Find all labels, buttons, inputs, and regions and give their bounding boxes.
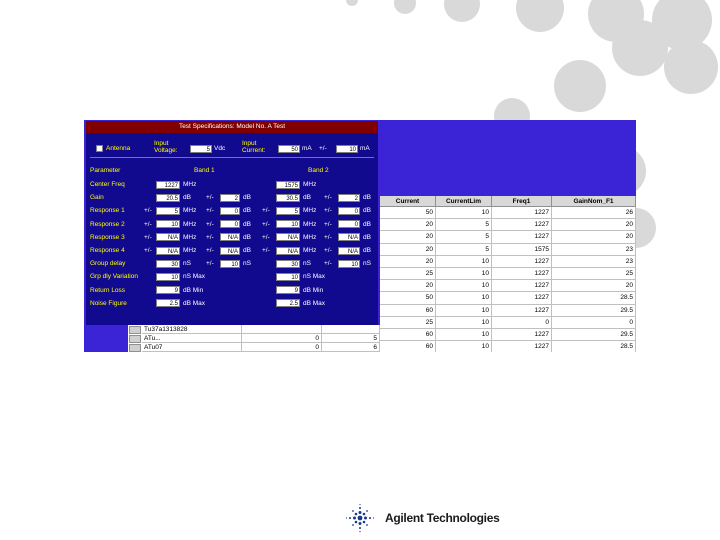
parameter-label: Response 1 [90, 207, 125, 215]
band1-tolerance-field[interactable]: 2 [220, 194, 240, 202]
plus-minus-label: +/- [324, 260, 332, 268]
decor-dot [346, 0, 358, 6]
band1-tolerance-field[interactable]: N/A [220, 247, 240, 255]
band1-column-header: Band 1 [194, 167, 215, 174]
band1-value-field[interactable]: N/A [156, 247, 180, 255]
plus-minus-label: +/- [324, 247, 332, 254]
band1-tolerance-field[interactable]: 0 [220, 220, 240, 228]
antenna-checkbox[interactable] [96, 145, 103, 152]
table-cell[interactable]: 28.5 [552, 341, 636, 352]
table-cell[interactable]: 10 [436, 341, 492, 352]
band1-tolerance-field[interactable]: 10 [220, 260, 240, 268]
plus-minus-label: +/- [324, 220, 332, 228]
band1-value-field[interactable]: 5 [156, 207, 180, 215]
band2-tolerance-unit: dB [363, 194, 371, 202]
table-cell[interactable]: 25 [552, 268, 636, 280]
table-cell[interactable]: 29.5 [552, 329, 636, 341]
table-cell[interactable]: 23 [552, 256, 636, 268]
input-voltage-unit: Vdc [214, 145, 226, 152]
plus-minus-label: +/- [206, 207, 214, 215]
column-header[interactable]: Current [380, 196, 436, 207]
band1-value-field[interactable]: 20.5 [156, 194, 180, 202]
band1-unit: dB Max [183, 299, 206, 307]
plus-minus-label: +/- [206, 194, 214, 202]
table-cell[interactable]: 1227 [492, 207, 552, 219]
table-cell[interactable]: 29.5 [552, 305, 636, 317]
table-cell[interactable]: 10 [436, 207, 492, 219]
band2-tolerance-unit: dB [363, 247, 371, 254]
record-value-cell[interactable]: 6 [322, 343, 380, 352]
agilent-spark-icon [345, 503, 375, 533]
table-cell[interactable]: 0 [492, 317, 552, 329]
band1-unit: MHz [183, 233, 197, 241]
plus-minus-label: +/- [262, 233, 270, 241]
test-specifications-dialog [86, 121, 378, 325]
band2-tolerance-unit: nS [363, 260, 371, 268]
plus-minus-label: +/- [144, 247, 152, 254]
table-cell[interactable]: 20 [380, 244, 436, 256]
parameter-label: Response 4 [90, 247, 125, 254]
band2-tolerance-field[interactable]: 10 [338, 260, 360, 268]
band2-value-field[interactable]: 10 [276, 273, 300, 281]
plus-minus-label: +/- [144, 220, 152, 228]
band1-unit: dB [183, 194, 191, 202]
band2-value-field[interactable]: 10 [276, 220, 300, 228]
parameter-label: Grp dly Variation [90, 273, 138, 281]
band2-unit: MHz [303, 181, 317, 188]
table-cell[interactable]: 10 [436, 292, 492, 304]
decor-dot [516, 0, 564, 32]
input-current-field[interactable]: 50 [278, 145, 300, 153]
table-cell[interactable]: 28.5 [552, 292, 636, 304]
parameter-label: Center Freq [90, 181, 125, 188]
record-selector-button[interactable] [129, 344, 141, 352]
record-name-cell[interactable]: ATu07 [142, 343, 242, 352]
table-cell[interactable]: 1227 [492, 305, 552, 317]
band2-value-field[interactable]: N/A [276, 233, 300, 241]
window-background-right [380, 120, 636, 196]
plus-minus-label: +/- [262, 220, 270, 228]
table-cell[interactable]: 60 [380, 305, 436, 317]
parameter-label: Group delay [90, 260, 126, 268]
table-cell[interactable]: 26 [552, 207, 636, 219]
band1-value-field[interactable]: N/A [156, 233, 180, 241]
results-table [380, 196, 636, 352]
application-screenshot [84, 120, 636, 352]
band1-unit: nS Max [183, 273, 206, 281]
table-cell[interactable]: 1227 [492, 329, 552, 341]
table-cell[interactable]: 10 [436, 268, 492, 280]
parameter-label: Return Loss [90, 286, 126, 294]
column-header[interactable]: GainNom_F1 [552, 196, 636, 207]
antenna-label: Antenna [106, 145, 131, 152]
decor-dot [612, 20, 668, 76]
band2-unit: dB Min [303, 286, 324, 294]
table-cell[interactable]: 23 [552, 244, 636, 256]
band1-unit: dB Min [183, 286, 204, 294]
plus-minus-label: +/- [262, 207, 270, 215]
table-cell[interactable]: 25 [380, 268, 436, 280]
table-cell[interactable]: 1227 [492, 268, 552, 280]
table-cell[interactable]: 5 [436, 231, 492, 243]
band2-tolerance-field[interactable]: 2 [338, 194, 360, 202]
band2-tolerance-field[interactable]: N/A [338, 247, 360, 255]
band1-unit: MHz [183, 220, 197, 228]
plus-minus-label: +/- [206, 247, 214, 254]
plus-minus-label: +/- [324, 207, 332, 215]
band2-value-field[interactable]: 9 [276, 286, 300, 294]
band2-unit: MHz [303, 207, 317, 215]
plus-minus-label: +/- [324, 194, 332, 202]
record-name-cell[interactable]: Tu37a1313828 [142, 325, 242, 334]
band1-value-field[interactable]: 30 [156, 260, 180, 268]
table-cell[interactable]: 10 [436, 317, 492, 329]
input-current-tol-unit: mA [360, 145, 370, 152]
input-current-tol-field[interactable]: 10 [336, 145, 358, 153]
band2-unit: MHz [303, 247, 317, 254]
decor-dot [664, 40, 718, 94]
record-value-cell[interactable]: 0 [242, 334, 322, 343]
band2-unit: MHz [303, 220, 317, 228]
input-voltage-field[interactable]: 5 [190, 145, 212, 153]
band2-value-field[interactable]: 30 [276, 260, 300, 268]
table-cell[interactable]: 20 [380, 219, 436, 231]
table-cell[interactable]: 1227 [492, 219, 552, 231]
table-cell[interactable]: 1227 [492, 292, 552, 304]
band2-value-field[interactable]: 1575 [276, 181, 300, 189]
band2-tolerance-unit: dB [363, 220, 371, 228]
dialog-title-bar: Test Specifications: Model No. A Test [86, 121, 378, 133]
band1-tolerance-field[interactable]: 0 [220, 207, 240, 215]
input-current-tol-label: +/- [319, 145, 327, 152]
lower-blue-panel [84, 325, 128, 352]
band1-unit: MHz [183, 207, 197, 215]
band2-tolerance-field[interactable]: N/A [338, 233, 360, 241]
table-cell[interactable]: 1227 [492, 341, 552, 352]
table-cell[interactable]: 1227 [492, 231, 552, 243]
table-cell[interactable]: 10 [436, 329, 492, 341]
band2-unit: dB Max [303, 299, 326, 307]
table-cell[interactable]: 20 [380, 280, 436, 292]
record-selector-button[interactable] [129, 326, 141, 334]
record-name-cell[interactable]: ATu... [142, 334, 242, 343]
band1-tolerance-unit: dB [243, 207, 251, 215]
input-current-unit: mA [302, 145, 312, 152]
parameter-label: Response 3 [90, 233, 125, 241]
band1-tolerance-field[interactable]: N/A [220, 233, 240, 241]
band1-tolerance-unit: dB [243, 194, 251, 202]
lower-records-grid [128, 325, 380, 352]
decor-dot [394, 0, 416, 14]
input-current-label: Input Current: [242, 140, 266, 154]
table-cell[interactable]: 10 [436, 305, 492, 317]
band2-value-field[interactable]: 5 [276, 207, 300, 215]
band2-tolerance-field[interactable]: 0 [338, 220, 360, 228]
band1-value-field[interactable]: 9 [156, 286, 180, 294]
parameter-label: Response 2 [90, 220, 125, 228]
band2-value-field[interactable]: N/A [276, 247, 300, 255]
band1-value-field[interactable]: 10 [156, 220, 180, 228]
parameter-column-header: Parameter [90, 167, 121, 174]
band1-value-field[interactable]: 1227 [156, 181, 180, 189]
table-cell[interactable]: 25 [380, 317, 436, 329]
table-cell[interactable]: 20 [380, 256, 436, 268]
band2-tolerance-unit: dB [363, 207, 371, 215]
band1-value-field[interactable]: 2.5 [156, 299, 180, 307]
table-cell[interactable]: 50 [380, 207, 436, 219]
band1-tolerance-unit: dB [243, 220, 251, 228]
decor-dot [554, 60, 606, 112]
parameter-label: Gain [90, 194, 104, 202]
band1-value-field[interactable]: 10 [156, 273, 180, 281]
plus-minus-label: +/- [144, 207, 152, 215]
table-cell[interactable]: 60 [380, 341, 436, 352]
lower-records-area [84, 325, 380, 352]
plus-minus-label: +/- [262, 247, 270, 254]
band1-unit: nS [183, 260, 191, 268]
record-value-cell[interactable]: 0 [242, 343, 322, 352]
plus-minus-label: +/- [324, 233, 332, 241]
band2-unit: dB [303, 194, 311, 202]
band2-tolerance-unit: dB [363, 233, 371, 241]
band1-unit: MHz [183, 181, 197, 188]
table-cell[interactable]: 20 [380, 231, 436, 243]
brand-name: Agilent Technologies [385, 511, 500, 525]
table-cell[interactable]: 20 [552, 231, 636, 243]
dialog-divider [90, 157, 374, 158]
column-header[interactable]: Freq1 [492, 196, 552, 207]
decor-dot [444, 0, 480, 22]
band2-tolerance-field[interactable]: 0 [338, 207, 360, 215]
band2-unit: nS Max [303, 273, 326, 281]
table-cell[interactable]: 1227 [492, 256, 552, 268]
band2-value-field[interactable]: 30.5 [276, 194, 300, 202]
record-selector-button[interactable] [129, 335, 141, 343]
plus-minus-label: +/- [144, 233, 152, 241]
band1-tolerance-unit: dB [243, 247, 251, 254]
plus-minus-label: +/- [206, 233, 214, 241]
table-cell[interactable]: 10 [436, 280, 492, 292]
record-value-cell[interactable] [322, 325, 380, 334]
parameter-label: Noise Figure [90, 299, 127, 307]
plus-minus-label: +/- [206, 260, 214, 268]
table-cell[interactable]: 10 [436, 256, 492, 268]
band1-tolerance-unit: dB [243, 233, 251, 241]
band2-unit: MHz [303, 233, 317, 241]
table-cell[interactable]: 60 [380, 329, 436, 341]
band2-unit: nS [303, 260, 311, 268]
band2-value-field[interactable]: 2.5 [276, 299, 300, 307]
plus-minus-label: +/- [206, 220, 214, 228]
agilent-logo [345, 503, 525, 533]
table-cell[interactable]: 1575 [492, 244, 552, 256]
table-cell[interactable]: 0 [552, 317, 636, 329]
table-cell[interactable]: 50 [380, 292, 436, 304]
band2-column-header: Band 2 [308, 167, 329, 174]
table-cell[interactable]: 1227 [492, 280, 552, 292]
column-header[interactable]: CurrentLim [436, 196, 492, 207]
input-voltage-label: Input Voltage: [154, 140, 178, 154]
table-cell[interactable]: 5 [436, 219, 492, 231]
table-cell[interactable]: 20 [552, 280, 636, 292]
record-value-cell[interactable]: 5 [322, 334, 380, 343]
table-cell[interactable]: 5 [436, 244, 492, 256]
record-value-cell[interactable] [242, 325, 322, 334]
band1-tolerance-unit: nS [243, 260, 251, 268]
table-cell[interactable]: 20 [552, 219, 636, 231]
band1-unit: MHz [183, 247, 197, 254]
